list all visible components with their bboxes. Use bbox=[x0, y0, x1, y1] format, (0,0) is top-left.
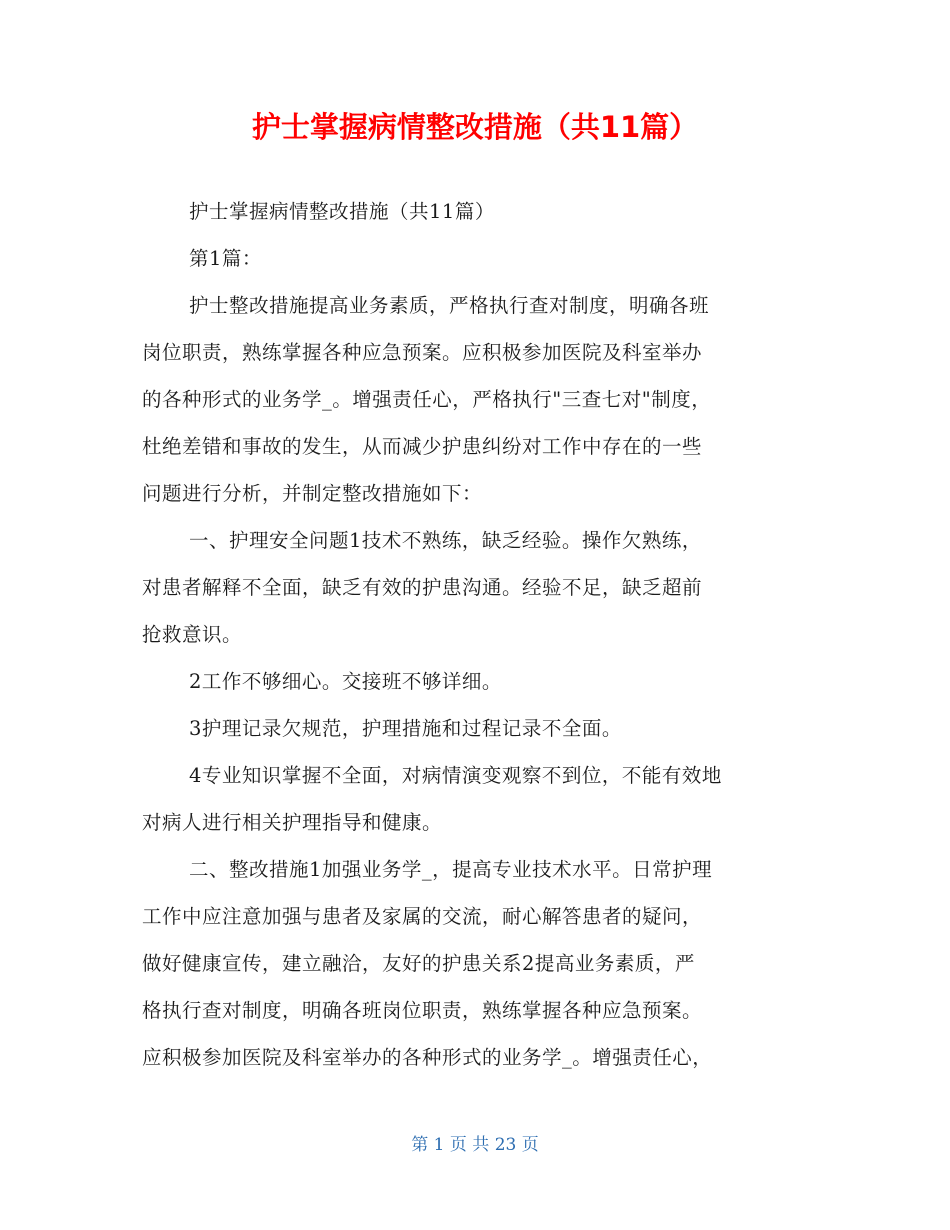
document-title: 护士掌握病情整改措施（共11篇） bbox=[251, 110, 699, 145]
text-line: 第1篇： bbox=[189, 247, 262, 270]
text-line: 问题进行分析，并制定整改措施如下： bbox=[142, 482, 483, 505]
text-line: 2工作不够细心。交接班不够详细。 bbox=[189, 670, 502, 693]
text-line: 应积极参加医院及科室举办的各种形式的业务学_。增强责任心， bbox=[142, 1046, 713, 1069]
text-line: 4专业知识掌握不全面，对病情演变观察不到位，不能有效地 bbox=[189, 764, 722, 787]
text-line: 对患者解释不全面，缺乏有效的护患沟通。经验不足，缺乏超前 bbox=[142, 576, 703, 599]
text-line: 抢救意识。 bbox=[142, 623, 243, 646]
text-line: 的各种形式的业务学_。增强责任心，严格执行"三查七对"制度， bbox=[142, 388, 712, 411]
page-number: 第 1 页 共 23 页 bbox=[411, 1135, 539, 1155]
text-line: 二、整改措施1加强业务学_，提高专业技术水平。日常护理 bbox=[189, 858, 713, 881]
text-line: 护士整改措施提高业务素质，严格执行查对制度，明确各班 bbox=[189, 294, 710, 317]
text-line: 格执行查对制度，明确各班岗位职责，熟练掌握各种应急预案。 bbox=[142, 999, 703, 1022]
text-line: 3护理记录欠规范，护理措施和过程记录不全面。 bbox=[189, 717, 622, 740]
text-line: 岗位职责，熟练掌握各种应急预案。应积极参加医院及科室举办 bbox=[142, 341, 703, 364]
text-line: 对病人进行相关护理指导和健康。 bbox=[142, 811, 443, 834]
text-line: 杜绝差错和事故的发生，从而减少护患纠纷对工作中存在的一些 bbox=[142, 435, 703, 458]
text-line: 做好健康宣传，建立融洽，友好的护患关系2提高业务素质，严 bbox=[142, 952, 695, 975]
text-line: 护士掌握病情整改措施（共11篇） bbox=[189, 200, 495, 223]
text-line: 一、护理安全问题1技术不熟练，缺乏经验。操作欠熟练， bbox=[189, 529, 702, 552]
text-line: 工作中应注意加强与患者及家属的交流，耐心解答患者的疑问， bbox=[142, 905, 703, 928]
